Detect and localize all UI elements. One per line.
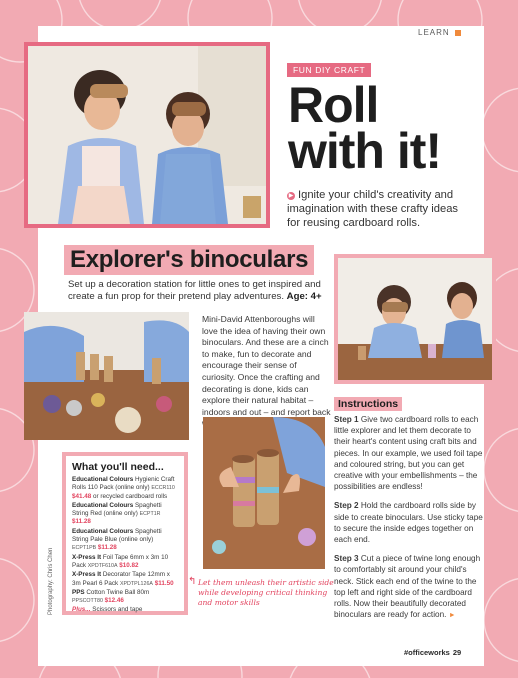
orange-square-icon — [455, 30, 461, 36]
article-kicker: FUN DIY CRAFT — [287, 63, 371, 77]
photo-credit: Photography: Chris Chen — [48, 547, 54, 615]
article-intro: ▶ Ignite your child's creativity and imagination with these crafty ideas for reusing cardboard rolls. — [287, 189, 459, 229]
arrow-icon: ▶ — [288, 193, 294, 199]
instructions-title: Instructions — [334, 397, 402, 411]
section-title: Explorer's binoculars — [64, 245, 314, 275]
hero-photo — [24, 42, 270, 228]
craft-table-photo — [24, 312, 189, 440]
list-item: Educational Colours Hygienic Craft Rolls 110 Pack (online only) ECCR110 $41.48 or recycled cardboard rolls — [72, 476, 175, 500]
list-item: PPS Cotton Twine Ball 80m PPSCOTT80 $12.46 — [72, 588, 150, 605]
kids-binoculars-photo — [334, 254, 496, 384]
end-arrow-icon: ► — [448, 612, 456, 620]
page-number: 29 — [452, 648, 462, 657]
section-body: Mini-David Attenboroughs will love the idea of having their own binoculars. And these are a cinch to make, fun to decorate and encourage their sense of curiosity. Once the crafting and decorating is done, kids can explore their natural habitat – indoors and out – and report back — [202, 314, 331, 417]
page-footer: #officeworks 29 — [404, 648, 462, 657]
article-headline: Roll with it! — [288, 77, 442, 179]
section-label: LEARN — [418, 28, 461, 37]
list-item: X-Press It Foil Tape 6mm x 3m 10 Pack XPDTF610A $10.82 — [72, 553, 169, 569]
photo-caption: Let them unleash their artistic side while developing critical thinking and motor skills — [198, 578, 334, 607]
instruction-step: Step 1 Give two cardboard rolls to each little explorer and let them decorate to their heart's content using craft bits and pieces. In our example, we used foil tape and coloured string, but you can get creative with your embellishments – the possibilities are endless! — [334, 415, 483, 492]
shopping-list-title: What you'll need... — [72, 461, 164, 473]
shopping-list — [62, 452, 188, 615]
list-item: Plus... Scissors and tape — [72, 606, 143, 614]
instruction-step: Step 2 Hold the cardboard rolls side by side to create binoculars. Use sticky tape to secure the inside edges together on each end. — [334, 501, 483, 545]
list-item: Educational Colours Spaghetti String Red (online only) ECPT1R $11.28 — [72, 501, 162, 526]
section-lede: Set up a decoration station for little ones to get inspired and create a fun prop for their pretend play adventures. Age: 4+ — [68, 279, 322, 302]
list-item: Educational Colours Spaghetti String Pale Blue (online only) ECPT1PB $11.28 — [72, 527, 162, 552]
decorated-rolls-photo — [203, 417, 325, 569]
list-item: X-Press It Decorator Tape 12mm x 3m Pearl 6 Pack XPDTPL126A $11.50 — [72, 571, 174, 587]
instructions-panel — [334, 397, 484, 629]
instruction-step: Step 3 Cut a piece of twine long enough to comfortably sit around your child's neck. Stick each end of the twine to the top left and right side of the cardboard rolls. Now their beautifully decorated binoculars are ready for action. ► — [334, 554, 481, 620]
curved-arrow-icon: ↰ — [188, 576, 197, 587]
